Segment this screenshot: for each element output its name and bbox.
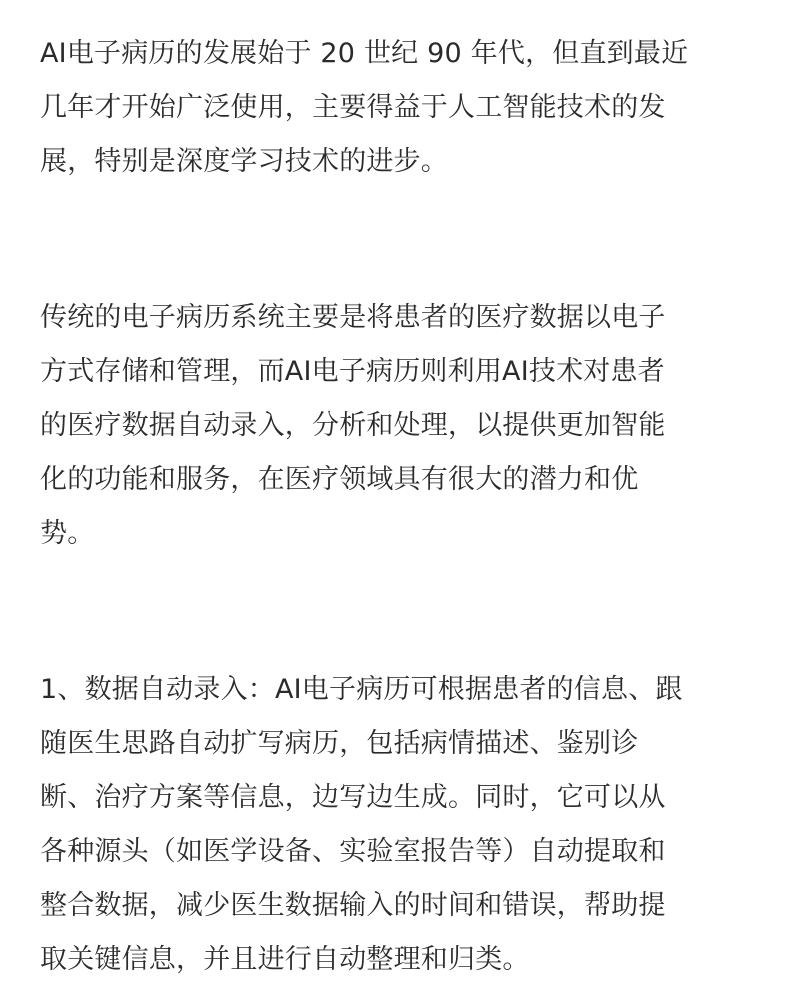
text-line: 取关键信息，并且进行自动整理和归类。 bbox=[40, 944, 530, 975]
text-line: 展，特别是深度学习技术的进步。 bbox=[40, 146, 448, 177]
article-body bbox=[40, 27, 740, 987]
paragraph-history bbox=[40, 27, 740, 189]
paragraph-feature-auto-entry bbox=[40, 663, 740, 987]
text-line: 各种源头（如医学设备、实验室报告等）自动提取和 bbox=[40, 836, 666, 867]
text-line: 整合数据，减少医生数据输入的时间和错误，帮助提 bbox=[40, 890, 666, 921]
paragraph-traditional-vs-ai bbox=[40, 291, 740, 561]
paragraph-spacer bbox=[40, 189, 740, 291]
text-line: 1、数据自动录入：AI电子病历可根据患者的信息、跟 bbox=[40, 674, 683, 705]
text-line: 几年才开始广泛使用，主要得益于人工智能技术的发 bbox=[40, 92, 666, 123]
text-line: AI电子病历的发展始于 20 世纪 90 年代，但直到最近 bbox=[40, 38, 689, 69]
text-line: 方式存储和管理，而AI电子病历则利用AI技术对患者 bbox=[40, 356, 665, 387]
paragraph-spacer bbox=[40, 561, 740, 663]
text-line: 势。 bbox=[40, 518, 95, 549]
text-line: 断、治疗方案等信息，边写边生成。同时，它可以从 bbox=[40, 782, 666, 813]
text-line: 传统的电子病历系统主要是将患者的医疗数据以电子 bbox=[40, 302, 666, 333]
text-line: 的医疗数据自动录入，分析和处理，以提供更加智能 bbox=[40, 410, 666, 441]
text-line: 化的功能和服务，在医疗领域具有很大的潜力和优 bbox=[40, 464, 639, 495]
text-line: 随医生思路自动扩写病历，包括病情描述、鉴别诊 bbox=[40, 728, 639, 759]
